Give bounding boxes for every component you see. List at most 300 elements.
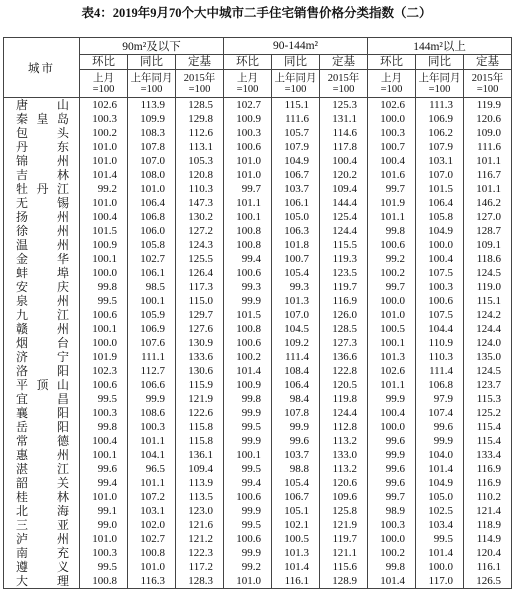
le90-mom-value: 99.8 [80,280,128,294]
base-value-label: =100 [236,83,259,95]
le90-yoy-value: 108.6 [128,406,176,420]
90to144-mom-value: 101.5 [224,308,272,322]
le90-base2015-value: 121.6 [176,518,224,532]
le90-mom-value: 100.8 [80,574,128,589]
table-row [4,392,512,406]
gt144-base2015-value: 115.3 [464,392,512,406]
table-row [4,378,512,392]
le90-mom-value: 101.0 [80,490,128,504]
90to144-yoy-value: 101.4 [272,560,320,574]
base-period-header [128,70,176,98]
gt144-mom-value: 99.9 [368,448,416,462]
le90-mom-value: 102.6 [80,98,128,113]
gt144-mom-value: 100.0 [368,532,416,546]
column-header-yoy: 同比 [272,55,320,70]
base-value-label: =100 [284,83,307,95]
90to144-base2015-value: 112.8 [320,420,368,434]
table-row [4,532,512,546]
gt144-base2015-value: 116.7 [464,168,512,182]
le90-mom-value: 100.3 [80,546,128,560]
table-row [4,434,512,448]
le90-yoy-value: 107.6 [128,336,176,350]
90to144-base2015-value: 128.9 [320,574,368,589]
le90-mom-value: 100.3 [80,406,128,420]
le90-base2015-value: 113.9 [176,476,224,490]
gt144-mom-value: 101.9 [368,196,416,210]
le90-yoy-value: 108.3 [128,126,176,140]
gt144-base2015-value: 124.5 [464,266,512,280]
gt144-base2015-value: 109.0 [464,126,512,140]
le90-mom-value: 101.9 [80,350,128,364]
gt144-yoy-value: 107.5 [416,266,464,280]
le90-base2015-value: 113.1 [176,140,224,154]
gt144-yoy-value: 107.0 [416,168,464,182]
city-name: 桂林 [4,490,80,504]
gt144-base2015-value: 118.6 [464,252,512,266]
90to144-mom-value: 100.3 [224,126,272,140]
base-period-header [80,70,128,98]
gt144-base2015-value: 119.0 [464,280,512,294]
90to144-base2015-value: 113.2 [320,462,368,476]
table-row [4,168,512,182]
gt144-yoy-value: 100.6 [416,294,464,308]
90to144-base2015-value: 121.9 [320,518,368,532]
90to144-yoy-value: 107.8 [272,406,320,420]
le90-yoy-value: 105.8 [128,238,176,252]
le90-mom-value: 100.6 [80,308,128,322]
base-value-label: =100 [380,83,403,95]
gt144-mom-value: 100.3 [368,126,416,140]
90to144-yoy-value: 98.4 [272,392,320,406]
gt144-yoy-value: 101.5 [416,182,464,196]
base-period-label: 上年同月 [130,72,173,84]
column-header-mom: 环比 [224,55,272,70]
90to144-yoy-value: 100.5 [272,532,320,546]
90to144-base2015-value: 119.8 [320,392,368,406]
base-period-label: 2015年 [327,72,360,84]
90to144-base2015-value: 136.6 [320,350,368,364]
90to144-yoy-value: 105.0 [272,210,320,224]
90to144-mom-value: 101.0 [224,574,272,589]
90to144-yoy-value: 101.3 [272,294,320,308]
table-row [4,504,512,518]
le90-base2015-value: 113.5 [176,490,224,504]
le90-mom-value: 99.1 [80,504,128,518]
city-name: 烟台 [4,336,80,350]
city-name: 包头 [4,126,80,140]
gt144-base2015-value: 124.2 [464,308,512,322]
city-name: 牡丹江 [4,182,80,196]
90to144-base2015-value: 119.7 [320,532,368,546]
le90-yoy-value: 106.9 [128,322,176,336]
gt144-mom-value: 99.8 [368,560,416,574]
base-period-label: 上月 [237,72,259,84]
le90-base2015-value: 121.2 [176,532,224,546]
gt144-mom-value: 98.9 [368,504,416,518]
le90-yoy-value: 109.9 [128,112,176,126]
le90-base2015-value: 129.7 [176,308,224,322]
table-row [4,518,512,532]
gt144-mom-value: 100.1 [368,336,416,350]
gt144-base2015-value: 101.1 [464,182,512,196]
90to144-yoy-value: 116.1 [272,574,320,589]
column-header-fixed-base: 定基 [464,55,512,70]
city-name: 徐州 [4,224,80,238]
gt144-mom-value: 99.6 [368,462,416,476]
90to144-yoy-value: 105.4 [272,476,320,490]
table-row [4,308,512,322]
gt144-yoy-value: 100.0 [416,560,464,574]
90to144-base2015-value: 125.8 [320,504,368,518]
gt144-yoy-value: 103.1 [416,154,464,168]
90to144-base2015-value: 127.3 [320,336,368,350]
gt144-yoy-value: 103.4 [416,518,464,532]
city-name: 南充 [4,546,80,560]
90to144-mom-value: 101.0 [224,168,272,182]
le90-mom-value: 99.5 [80,560,128,574]
90to144-base2015-value: 119.7 [320,280,368,294]
90to144-base2015-value: 120.6 [320,476,368,490]
gt144-yoy-value: 106.8 [416,378,464,392]
table-row [4,490,512,504]
le90-yoy-value: 112.7 [128,364,176,378]
90to144-mom-value: 99.5 [224,420,272,434]
gt144-mom-value: 100.3 [368,518,416,532]
gt144-base2015-value: 126.5 [464,574,512,589]
90to144-base2015-value: 100.4 [320,154,368,168]
le90-yoy-value: 100.1 [128,294,176,308]
base-value-label: =100 [332,83,355,95]
90to144-base2015-value: 133.0 [320,448,368,462]
base-value-label: =100 [140,83,163,95]
90to144-base2015-value: 120.5 [320,378,368,392]
le90-base2015-value: 109.4 [176,462,224,476]
city-name: 惠州 [4,448,80,462]
gt144-mom-value: 100.2 [368,266,416,280]
90to144-mom-value: 100.6 [224,336,272,350]
base-period-label: 上月 [381,72,403,84]
le90-mom-value: 101.0 [80,140,128,154]
gt144-yoy-value: 97.9 [416,392,464,406]
base-period-label: 2015年 [183,72,216,84]
gt144-mom-value: 101.4 [368,574,416,589]
90to144-base2015-value: 114.6 [320,126,368,140]
90to144-mom-value: 99.4 [224,476,272,490]
base-value-label: =100 [476,83,499,95]
le90-mom-value: 100.4 [80,434,128,448]
90to144-mom-value: 99.9 [224,294,272,308]
le90-mom-value: 100.1 [80,322,128,336]
90to144-yoy-value: 104.9 [272,154,320,168]
90to144-base2015-value: 126.0 [320,308,368,322]
le90-mom-value: 100.9 [80,238,128,252]
le90-base2015-value: 115.9 [176,378,224,392]
column-header-yoy: 同比 [128,55,176,70]
le90-mom-value: 100.1 [80,252,128,266]
city-name: 韶关 [4,476,80,490]
90to144-base2015-value: 131.1 [320,112,368,126]
base-period-label: 上月 [93,72,114,84]
le90-yoy-value: 96.5 [128,462,176,476]
le90-base2015-value: 128.3 [176,574,224,589]
city-name: 济宁 [4,350,80,364]
city-name: 湛江 [4,462,80,476]
gt144-mom-value: 99.8 [368,224,416,238]
90to144-yoy-value: 107.0 [272,308,320,322]
gt144-mom-value: 100.7 [368,140,416,154]
table-row [4,154,512,168]
90to144-base2015-value: 124.4 [320,406,368,420]
le90-mom-value: 100.6 [80,378,128,392]
gt144-mom-value: 102.6 [368,364,416,378]
90to144-base2015-value: 128.5 [320,322,368,336]
le90-base2015-value: 110.3 [176,182,224,196]
90to144-base2015-value: 119.3 [320,252,368,266]
table-row [4,112,512,126]
table-row [4,476,512,490]
gt144-base2015-value: 116.9 [464,462,512,476]
group-header-90-and-below: 90m²及以下 [80,38,224,55]
city-name: 九江 [4,308,80,322]
le90-mom-value: 99.8 [80,420,128,434]
city-name: 常德 [4,434,80,448]
city-name: 吉林 [4,168,80,182]
90to144-yoy-value: 101.8 [272,238,320,252]
le90-mom-value: 99.6 [80,462,128,476]
city-name: 宜昌 [4,392,80,406]
table-row [4,252,512,266]
city-name: 丹东 [4,140,80,154]
table-row [4,462,512,476]
le90-base2015-value: 125.5 [176,252,224,266]
table-row [4,546,512,560]
gt144-base2015-value: 116.9 [464,476,512,490]
le90-yoy-value: 107.8 [128,140,176,154]
90to144-mom-value: 99.9 [224,434,272,448]
le90-base2015-value: 130.2 [176,210,224,224]
gt144-mom-value: 100.0 [368,420,416,434]
city-name: 秦皇岛 [4,112,80,126]
le90-base2015-value: 129.8 [176,112,224,126]
le90-base2015-value: 122.6 [176,406,224,420]
90to144-mom-value: 100.8 [224,238,272,252]
gt144-base2015-value: 110.2 [464,490,512,504]
gt144-yoy-value: 101.4 [416,462,464,476]
gt144-mom-value: 99.6 [368,434,416,448]
90to144-mom-value: 100.9 [224,378,272,392]
90to144-base2015-value: 113.2 [320,434,368,448]
gt144-mom-value: 100.4 [368,406,416,420]
le90-yoy-value: 101.1 [128,434,176,448]
gt144-mom-value: 100.0 [368,294,416,308]
90to144-base2015-value: 125.4 [320,210,368,224]
le90-mom-value: 100.3 [80,112,128,126]
90to144-mom-value: 100.8 [224,224,272,238]
90to144-base2015-value: 116.9 [320,294,368,308]
gt144-yoy-value: 104.4 [416,322,464,336]
90to144-mom-value: 100.1 [224,448,272,462]
90to144-yoy-value: 107.9 [272,140,320,154]
gt144-mom-value: 101.6 [368,168,416,182]
gt144-base2015-value: 120.4 [464,546,512,560]
le90-yoy-value: 116.3 [128,574,176,589]
city-name: 无锡 [4,196,80,210]
table-row [4,574,512,589]
90to144-base2015-value: 109.4 [320,182,368,196]
base-period-label: 上年同月 [418,72,461,84]
90to144-base2015-value: 115.6 [320,560,368,574]
le90-mom-value: 100.4 [80,210,128,224]
gt144-mom-value: 100.2 [368,546,416,560]
gt144-yoy-value: 104.9 [416,224,464,238]
le90-yoy-value: 102.7 [128,252,176,266]
base-period-header [224,70,272,98]
le90-base2015-value: 122.3 [176,546,224,560]
90to144-yoy-value: 111.4 [272,350,320,364]
90to144-yoy-value: 106.1 [272,196,320,210]
le90-yoy-value: 102.0 [128,518,176,532]
90to144-yoy-value: 99.3 [272,280,320,294]
table-row [4,350,512,364]
city-name: 安庆 [4,280,80,294]
le90-mom-value: 101.0 [80,532,128,546]
90to144-mom-value: 99.9 [224,546,272,560]
le90-yoy-value: 102.7 [128,532,176,546]
le90-mom-value: 101.0 [80,196,128,210]
gt144-base2015-value: 135.0 [464,350,512,364]
90to144-yoy-value: 106.4 [272,378,320,392]
90to144-base2015-value: 120.2 [320,168,368,182]
90to144-mom-value: 100.9 [224,112,272,126]
90to144-mom-value: 100.2 [224,350,272,364]
90to144-yoy-value: 106.3 [272,224,320,238]
gt144-yoy-value: 117.0 [416,574,464,589]
gt144-base2015-value: 124.4 [464,322,512,336]
90to144-base2015-value: 117.8 [320,140,368,154]
gt144-yoy-value: 106.2 [416,126,464,140]
city-name: 平顶山 [4,378,80,392]
column-header-fixed-base: 定基 [176,55,224,70]
gt144-base2015-value: 123.7 [464,378,512,392]
le90-yoy-value: 106.1 [128,266,176,280]
city-name: 蚌埠 [4,266,80,280]
90to144-yoy-value: 105.7 [272,126,320,140]
base-period-header [272,70,320,98]
le90-mom-value: 101.4 [80,168,128,182]
le90-yoy-value: 106.4 [128,196,176,210]
gt144-yoy-value: 101.4 [416,546,464,560]
90to144-base2015-value: 123.5 [320,266,368,280]
gt144-mom-value: 99.9 [368,392,416,406]
le90-yoy-value: 101.1 [128,476,176,490]
le90-yoy-value: 101.0 [128,182,176,196]
gt144-base2015-value: 124.5 [464,364,512,378]
le90-base2015-value: 126.4 [176,266,224,280]
city-name: 大理 [4,574,80,589]
gt144-yoy-value: 100.3 [416,280,464,294]
gt144-yoy-value: 100.4 [416,252,464,266]
le90-yoy-value: 100.8 [128,546,176,560]
le90-yoy-value: 98.5 [128,280,176,294]
gt144-mom-value: 101.1 [368,378,416,392]
90to144-mom-value: 99.5 [224,462,272,476]
le90-yoy-value: 100.3 [128,420,176,434]
90to144-yoy-value: 102.1 [272,518,320,532]
le90-base2015-value: 130.9 [176,336,224,350]
gt144-yoy-value: 105.8 [416,210,464,224]
le90-base2015-value: 121.9 [176,392,224,406]
gt144-base2015-value: 111.6 [464,140,512,154]
table-row [4,126,512,140]
base-period-header [176,70,224,98]
le90-base2015-value: 128.5 [176,98,224,113]
90to144-mom-value: 100.8 [224,322,272,336]
gt144-yoy-value: 104.9 [416,476,464,490]
le90-base2015-value: 117.2 [176,560,224,574]
90to144-mom-value: 101.4 [224,364,272,378]
90to144-mom-value: 101.0 [224,154,272,168]
le90-mom-value: 99.5 [80,294,128,308]
gt144-yoy-value: 99.5 [416,532,464,546]
le90-yoy-value: 99.9 [128,392,176,406]
90to144-yoy-value: 108.4 [272,364,320,378]
90to144-mom-value: 99.8 [224,392,272,406]
city-name: 北海 [4,504,80,518]
le90-mom-value: 100.0 [80,336,128,350]
le90-base2015-value: 123.0 [176,504,224,518]
gt144-yoy-value: 111.3 [416,98,464,113]
table-title: 表4：2019年9月70个大中城市二手住宅销售价格分类指数（二） [81,6,432,20]
90to144-yoy-value: 99.6 [272,434,320,448]
le90-mom-value: 100.2 [80,126,128,140]
90to144-yoy-value: 111.6 [272,112,320,126]
price-index-table [3,37,512,589]
gt144-base2015-value: 125.2 [464,406,512,420]
90to144-mom-value: 99.7 [224,182,272,196]
90to144-yoy-value: 115.1 [272,98,320,113]
gt144-base2015-value: 116.1 [464,560,512,574]
90to144-base2015-value: 115.5 [320,238,368,252]
90to144-base2015-value: 109.6 [320,490,368,504]
gt144-base2015-value: 115.1 [464,294,512,308]
gt144-base2015-value: 121.4 [464,504,512,518]
le90-mom-value: 100.0 [80,266,128,280]
table-row [4,140,512,154]
le90-yoy-value: 107.2 [128,490,176,504]
le90-base2015-value: 112.6 [176,126,224,140]
gt144-mom-value: 99.7 [368,490,416,504]
table-row [4,420,512,434]
gt144-base2015-value: 127.0 [464,210,512,224]
gt144-mom-value: 101.0 [368,308,416,322]
city-name: 岳阳 [4,420,80,434]
gt144-mom-value: 100.5 [368,322,416,336]
city-name: 三亚 [4,518,80,532]
le90-yoy-value: 106.0 [128,224,176,238]
gt144-yoy-value: 99.9 [416,434,464,448]
le90-base2015-value: 115.8 [176,420,224,434]
gt144-yoy-value: 106.4 [416,196,464,210]
gt144-mom-value: 101.1 [368,210,416,224]
le90-yoy-value: 113.9 [128,98,176,113]
90to144-mom-value: 99.2 [224,560,272,574]
gt144-yoy-value: 106.9 [416,112,464,126]
column-header-mom: 环比 [368,55,416,70]
city-name: 赣州 [4,322,80,336]
90to144-base2015-value: 122.8 [320,364,368,378]
base-period-header [416,70,464,98]
city-name: 泉州 [4,294,80,308]
